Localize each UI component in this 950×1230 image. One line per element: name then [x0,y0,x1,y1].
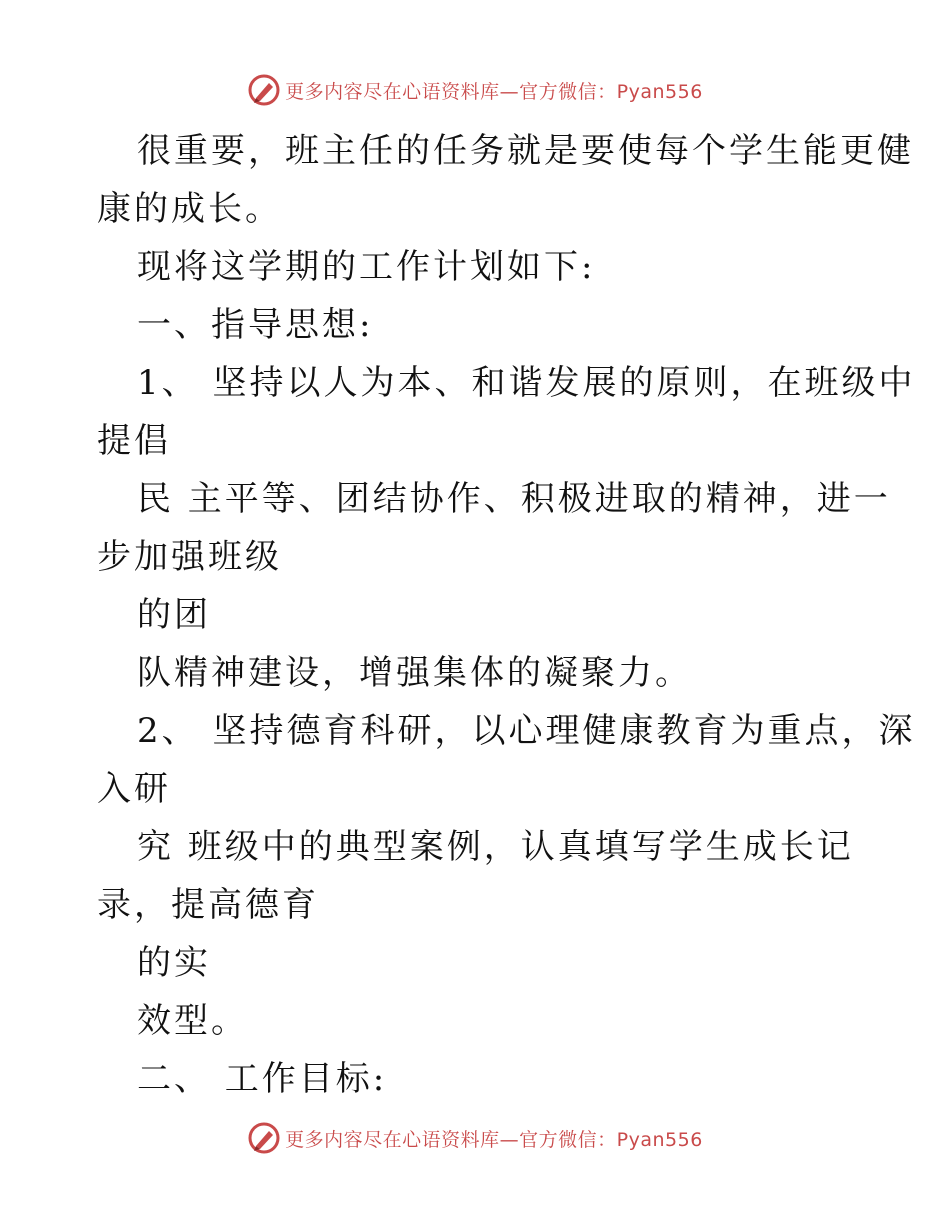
text-line: 队精神建设，增强集体的凝聚力。 [137,653,692,693]
text-line: 的团 [137,595,211,635]
text-line: 录，提高德育 [97,885,319,925]
pen-logo-icon [247,1121,281,1155]
text-line: 效型。 [137,1001,248,1041]
watermark-text: 更多内容尽在心语资料库—官方微信：Pyan556 [285,1128,703,1151]
text-line: 2、 坚持德育科研，以心理健康教育为重点，深 [137,711,916,751]
header-watermark [0,70,950,110]
text-line: 究 班级中的典型案例，认真填写学生成长记 [137,827,854,867]
text-line: 步加强班级 [97,537,282,577]
text-line: 康的成长。 [97,189,282,229]
watermark-text: 更多内容尽在心语资料库—官方微信：Pyan556 [285,80,703,103]
footer-watermark [0,1118,950,1158]
text-line: 入研 [97,769,171,809]
text-line: 民 主平等、团结协作、积极进取的精神，进一 [137,479,891,519]
section-heading: 一、指导思想: [137,305,374,345]
text-line: 1、 坚持以人为本、和谐发展的原则，在班级中 [137,363,916,403]
text-line: 现将这学期的工作计划如下: [137,247,596,287]
text-line: 很重要，班主任的任务就是要使每个学生能更健 [137,131,914,171]
pen-logo-icon [247,73,281,107]
text-line: 提倡 [97,421,171,461]
text-line: 的实 [137,943,211,983]
section-heading: 二、 工作目标: [137,1059,388,1099]
